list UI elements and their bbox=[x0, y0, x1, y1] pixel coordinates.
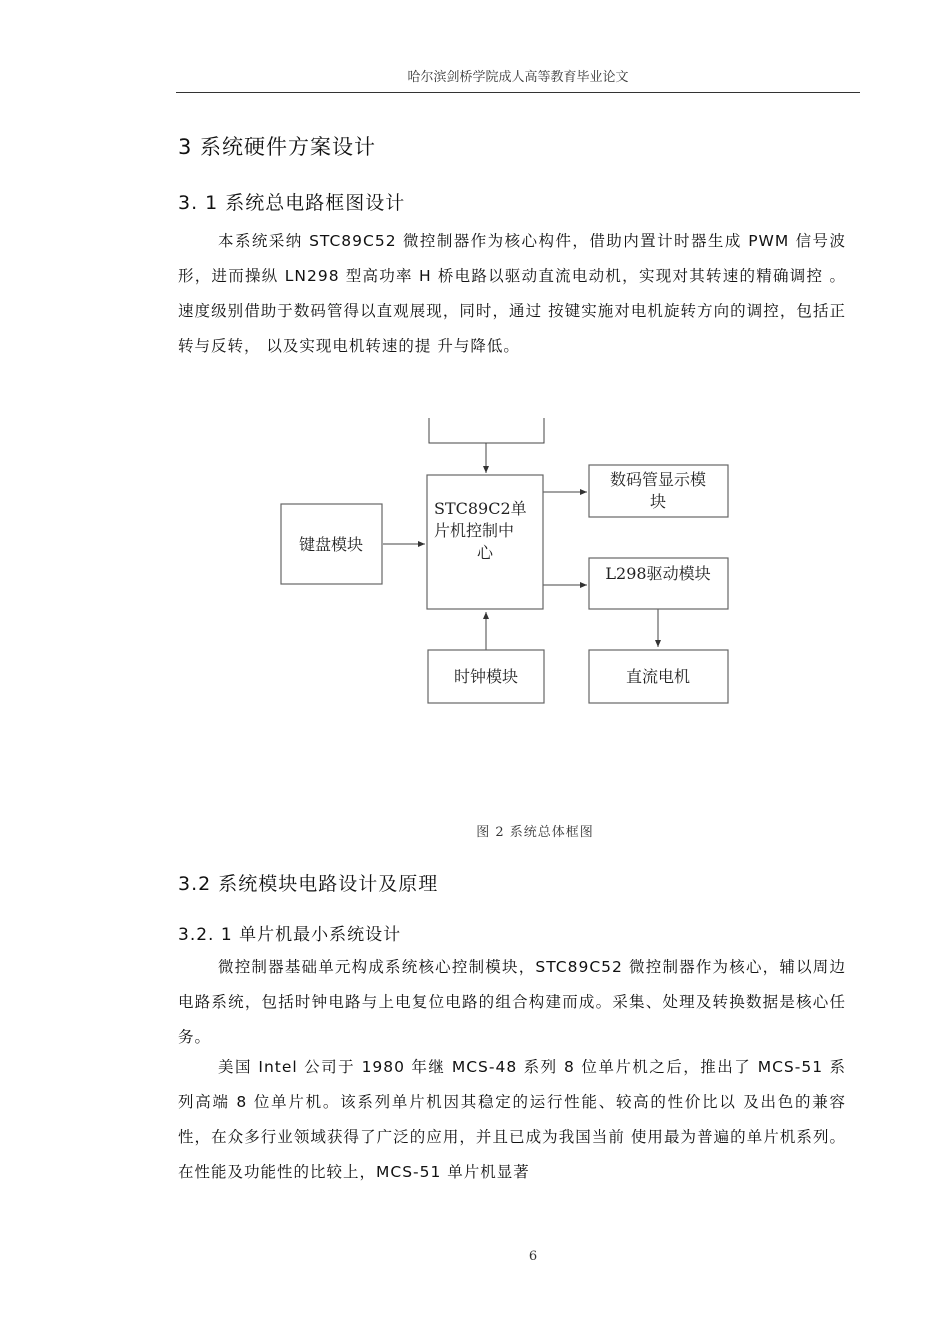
driver-label: L298驱动模块 bbox=[605, 564, 711, 583]
section-heading-3-2-1: 3.2. 1 单片机最小系统设计 bbox=[178, 925, 402, 945]
mcu-label-line3: 心 bbox=[476, 543, 494, 562]
paragraph-3-2-1-b: 美国 Intel 公司于 1980 年继 MCS-48 系列 8 位单片机之后，推出了 MCS-51 系列高端 8 位单片机。该系列单片机因其稳定的运行性能、较高的性价比以 及出色的兼容性，在众多行业领域获得了广泛的应用，并且已成为我国当前 使用最为普遍的单片机系列。在性能及功能性的比较上，MCS-51 单片机显著 bbox=[178, 1058, 846, 1181]
top-partial-box bbox=[429, 418, 544, 443]
mcu-label-line1: STC89C2单 bbox=[434, 499, 527, 518]
figure-caption: 图 2 系统总体框图 bbox=[476, 825, 594, 840]
paragraph-3-1: 本系统采纳 STC89C52 微控制器作为核心构件，借助内置计时器生成 PWM 信号波形，进而操纵 LN298 型高功率 H 桥电路以驱动直流电动机，实现对其转速的精确调控 。速度级别借助于数码管得以直观展现，同时，通过 按键实施对电机旋转方向的调控，包括正转与反转， 以及实现电机转速的提 升与降低。 bbox=[178, 232, 846, 355]
display-label-line1: 数码管显示模 bbox=[609, 470, 707, 489]
section-heading-3-2: 3.2 系统模块电路设计及原理 bbox=[178, 873, 439, 895]
section-heading-3-1: 3. 1 系统总电路框图设计 bbox=[178, 192, 406, 214]
running-header: 哈尔滨剑桥学院成人高等教育毕业论文 bbox=[407, 70, 629, 85]
mcu-box bbox=[427, 475, 543, 609]
display-label-line2: 块 bbox=[649, 492, 667, 511]
header-rule bbox=[176, 92, 860, 93]
motor-label: 直流电机 bbox=[625, 667, 691, 686]
paragraph-3-2-1-a: 微控制器基础单元构成系统核心控制模块，STC89C52 微控制器作为核心，辅以周边电路系统，包括时钟电路与上电复位电路的组合构建而成。采集、处理及转换数据是核心任务。 bbox=[178, 958, 846, 1046]
mcu-label-line2: 片机控制中 bbox=[434, 521, 515, 540]
keyboard-label: 键盘模块 bbox=[298, 535, 364, 554]
page-number: 6 bbox=[528, 1249, 538, 1264]
clock-label: 时钟模块 bbox=[453, 667, 519, 686]
chapter-heading: 3 系统硬件方案设计 bbox=[178, 135, 377, 159]
system-block-diagram bbox=[270, 412, 740, 712]
